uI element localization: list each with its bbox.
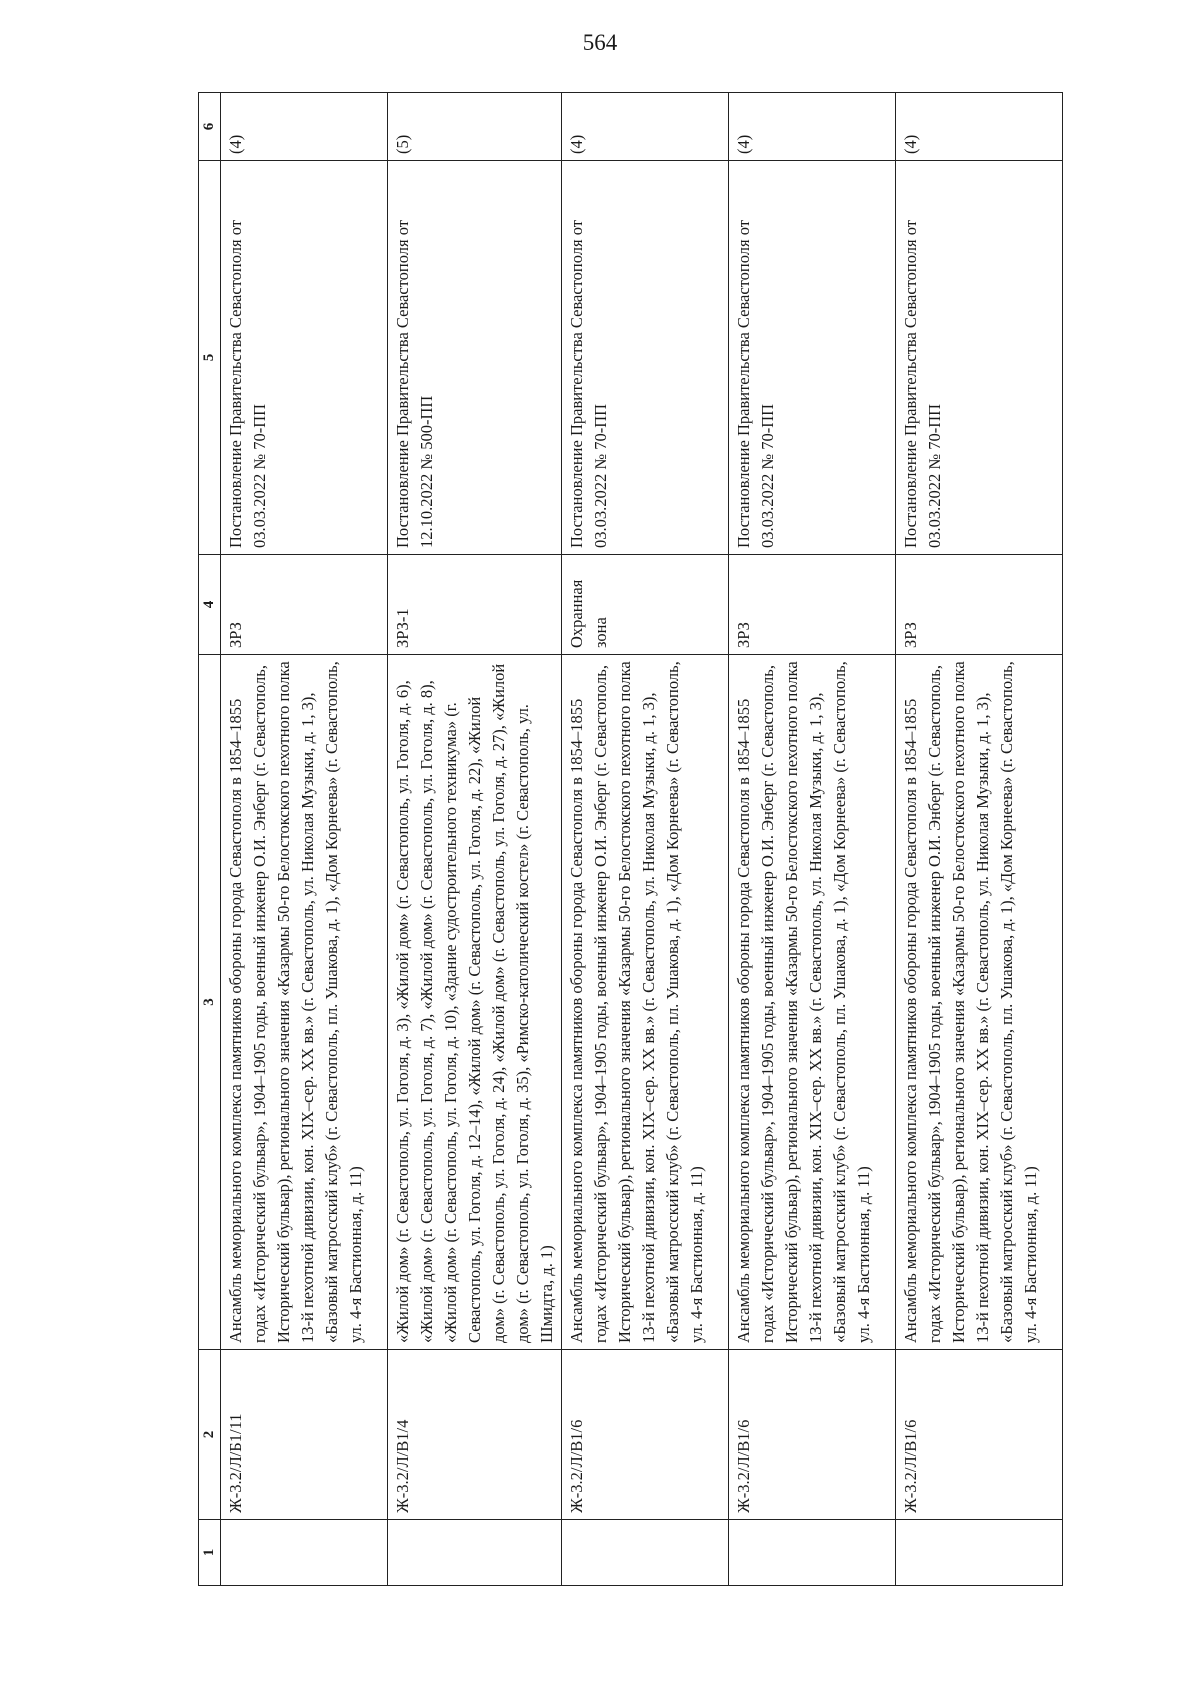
cell-heritage-object: Ансамбль мемориального комплекса памятников обороны города Севастополя в 1854–1855 годах «Исторический бульвар», 1904–1905 годы, военный инженер О.И. Энберг (г. Севастополь, Исторический бульвар), регионального значения «Казармы 50-го Белостокского пехотного полка 13-й пехотной дивизии, кон. XIX–сер. XX вв.» (г. Севастополь, ул. Николая Музыки, д. 1, 3), «Базовый матросский клуб» (г. Севастополь, пл. Ушакова, д. 1), «Дом Корнеева» (г. Севастополь, ул. 4-я Бастионная, д. 11) — [896, 655, 1063, 1350]
header-col-5: 5 — [199, 161, 221, 555]
cell-note: (5) — [388, 93, 562, 161]
table-row — [388, 93, 562, 1586]
cell-approving-document: Постановление Правительства Севастополя от 03.03.2022 № 70-ПП — [896, 161, 1063, 555]
cell-number — [896, 1520, 1063, 1586]
cell-zone-type: ЗРЗ — [896, 555, 1063, 655]
rotated-table-container — [198, 93, 1081, 1586]
cell-zone-type: Охранная зона — [562, 555, 729, 655]
header-col-4: 4 — [199, 555, 221, 655]
cell-zone-code: Ж-3.2/Л/В1/6 — [896, 1350, 1063, 1520]
table-header-row — [199, 93, 221, 1586]
cell-zone-code: Ж-3.2/Л/Б1/11 — [221, 1350, 388, 1520]
cell-zone-type: ЗРЗ — [729, 555, 896, 655]
cell-zone-code: Ж-3.2/Л/В1/4 — [388, 1350, 562, 1520]
cell-zone-type: ЗРЗ-1 — [388, 555, 562, 655]
cell-number — [562, 1520, 729, 1586]
header-col-3: 3 — [199, 655, 221, 1350]
table-row — [729, 93, 896, 1586]
cell-zone-type: ЗРЗ — [221, 555, 388, 655]
cell-note: (4) — [896, 93, 1063, 161]
cell-approving-document: Постановление Правительства Севастополя от 03.03.2022 № 70-ПП — [729, 161, 896, 555]
cell-approving-document: Постановление Правительства Севастополя от 03.03.2022 № 70-ПП — [221, 161, 388, 555]
header-col-1: 1 — [199, 1520, 221, 1586]
cell-number — [729, 1520, 896, 1586]
cell-heritage-object: Ансамбль мемориального комплекса памятников обороны города Севастополя в 1854–1855 годах «Исторический бульвар», 1904–1905 годы, военный инженер О.И. Энберг (г. Севастополь, Исторический бульвар), регионального значения «Казармы 50-го Белостокского пехотного полка 13-й пехотной дивизии, кон. XIX–сер. XX вв.» (г. Севастополь, ул. Николая Музыки, д. 1, 3), «Базовый матросский клуб» (г. Севастополь, пл. Ушакова, д. 1), «Дом Корнеева» (г. Севастополь, ул. 4-я Бастионная, д. 11) — [729, 655, 896, 1350]
cell-heritage-object: «Жилой дом» (г. Севастополь, ул. Гоголя, д. 3), «Жилой дом» (г. Севастополь, ул. Гоголя, д. 6), «Жилой дом» (г. Севастополь, ул. Гоголя, д. 7), «Жилой дом» (г. Севастополь, ул. Гоголя, д. 8), «Жилой дом» (г. Севастополь, ул. Гоголя, д. 10), «Здание судостроительного техникума» (г. Севастополь, ул. Гоголя, д. 12–14), «Жилой дом» (г. Севастополь, ул. Гоголя, д. 22), «Жилой дом» (г. Севастополь, ул. Гоголя, д. 24), «Жилой дом» (г. Севастополь, ул. Гоголя, д. 27), «Жилой дом» (г. Севастополь, ул. Гоголя, д. 35), «Римско-католический костел» (г. Севастополь, ул. Шмидта, д. 1) — [388, 655, 562, 1350]
page-number: 564 — [582, 30, 618, 55]
cell-approving-document: Постановление Правительства Севастополя от 03.03.2022 № 70-ПП — [562, 161, 729, 555]
cell-note: (4) — [221, 93, 388, 161]
registry-table — [198, 92, 1063, 1586]
table-row — [562, 93, 729, 1586]
cell-number — [221, 1520, 388, 1586]
table-row — [221, 93, 388, 1586]
table-row — [896, 93, 1063, 1586]
cell-number — [388, 1520, 562, 1586]
header-col-6: 6 — [199, 93, 221, 161]
cell-note: (4) — [562, 93, 729, 161]
header-col-2: 2 — [199, 1350, 221, 1520]
cell-approving-document: Постановление Правительства Севастополя от 12.10.2022 № 500-ПП — [388, 161, 562, 555]
cell-heritage-object: Ансамбль мемориального комплекса памятников обороны города Севастополя в 1854–1855 годах «Исторический бульвар», 1904–1905 годы, военный инженер О.И. Энберг (г. Севастополь, Исторический бульвар), регионального значения «Казармы 50-го Белостокского пехотного полка 13-й пехотной дивизии, кон. XIX–сер. XX вв.» (г. Севастополь, ул. Николая Музыки, д. 1, 3), «Базовый матросский клуб» (г. Севастополь, пл. Ушакова, д. 1), «Дом Корнеева» (г. Севастополь, ул. 4-я Бастионная, д. 11) — [221, 655, 388, 1350]
cell-note: (4) — [729, 93, 896, 161]
cell-heritage-object: Ансамбль мемориального комплекса памятников обороны города Севастополя в 1854–1855 годах «Исторический бульвар», 1904–1905 годы, военный инженер О.И. Энберг (г. Севастополь, Исторический бульвар), регионального значения «Казармы 50-го Белостокского пехотного полка 13-й пехотной дивизии, кон. XIX–сер. XX вв.» (г. Севастополь, ул. Николая Музыки, д. 1, 3), «Базовый матросский клуб» (г. Севастополь, пл. Ушакова, д. 1), «Дом Корнеева» (г. Севастополь, ул. 4-я Бастионная, д. 11) — [562, 655, 729, 1350]
cell-zone-code: Ж-3.2/Л/В1/6 — [729, 1350, 896, 1520]
cell-zone-code: Ж-3.2/Л/В1/6 — [562, 1350, 729, 1520]
